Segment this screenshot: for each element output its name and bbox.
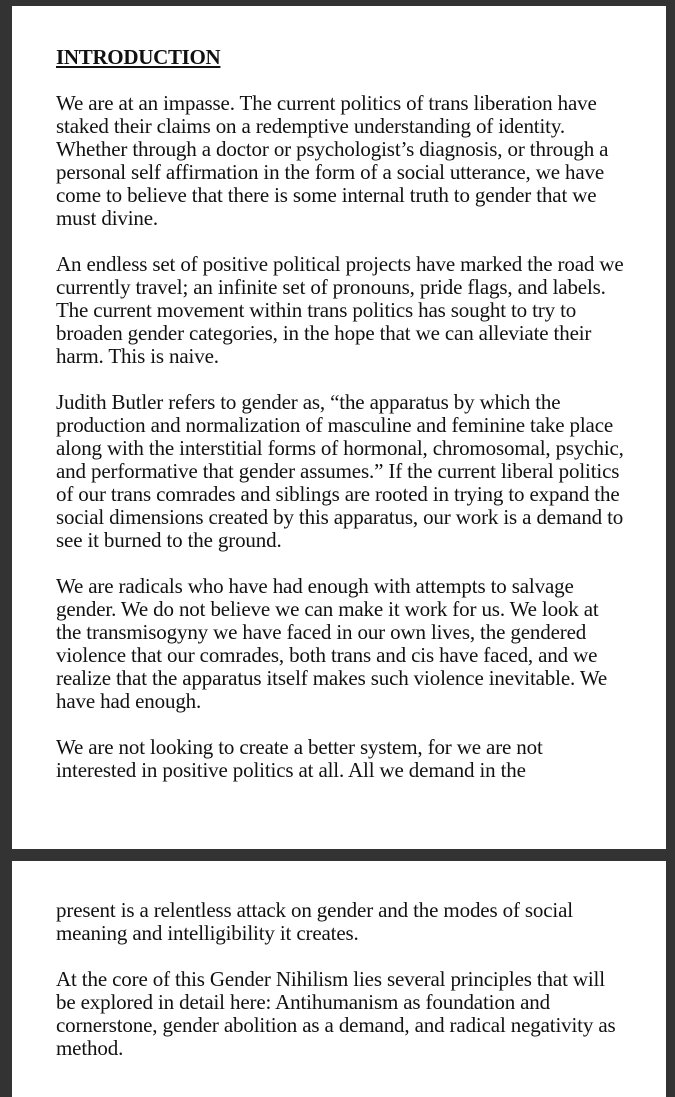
page-2 <box>12 861 666 1097</box>
paragraph-2: An endless set of positive political projects have marked the road we currently travel; an infinite set of pronouns, pride flags, and labels. The current movement within trans politics has sought to try to broaden gender categories, in the hope that we can alleviate their harm. This is naive. <box>56 252 624 368</box>
paragraph-4: We are radicals who have had enough with attempts to salvage gender. We do not believe we can make it work for us. We look at the transmisogyny we have faced in our own lives, the gendered violence that our comrades, both trans and cis have faced, and we realize that the apparatus itself makes such violence inevitable. We have had enough. <box>56 574 607 713</box>
page-1 <box>12 6 666 849</box>
paragraph-1: We are at an impasse. The current politics of trans liberation have staked their claims on a redemptive understanding of identity. Whether through a doctor or psychologist’s diagnosis, or through a personal self affirmation in the form of a social utterance, we have come to believe that there is some internal truth to gender that we must divine. <box>56 91 609 230</box>
paragraph-5: We are not looking to create a better system, for we are not interested in positive politics at all. All we demand in the <box>56 735 543 782</box>
section-heading: INTRODUCTION <box>56 45 221 69</box>
paragraph-7: At the core of this Gender Nihilism lies several principles that will be explored in detail here: Antihumanism as foundation and cornerstone, gender abolition as a demand, and radical negativity as method. <box>56 967 616 1060</box>
paragraph-6: present is a relentless attack on gender and the modes of social meaning and intelligibility it creates. <box>56 898 573 945</box>
paragraph-3: Judith Butler refers to gender as, “the apparatus by which the production and normalization of masculine and feminine take place along with the interstitial forms of hormonal, chromosomal, psychic, and performative that gender assumes.” If the current liberal politics of our trans comrades and siblings are rooted in trying to expand the social dimensions created by this apparatus, our work is a demand to see it burned to the ground. <box>56 390 624 552</box>
